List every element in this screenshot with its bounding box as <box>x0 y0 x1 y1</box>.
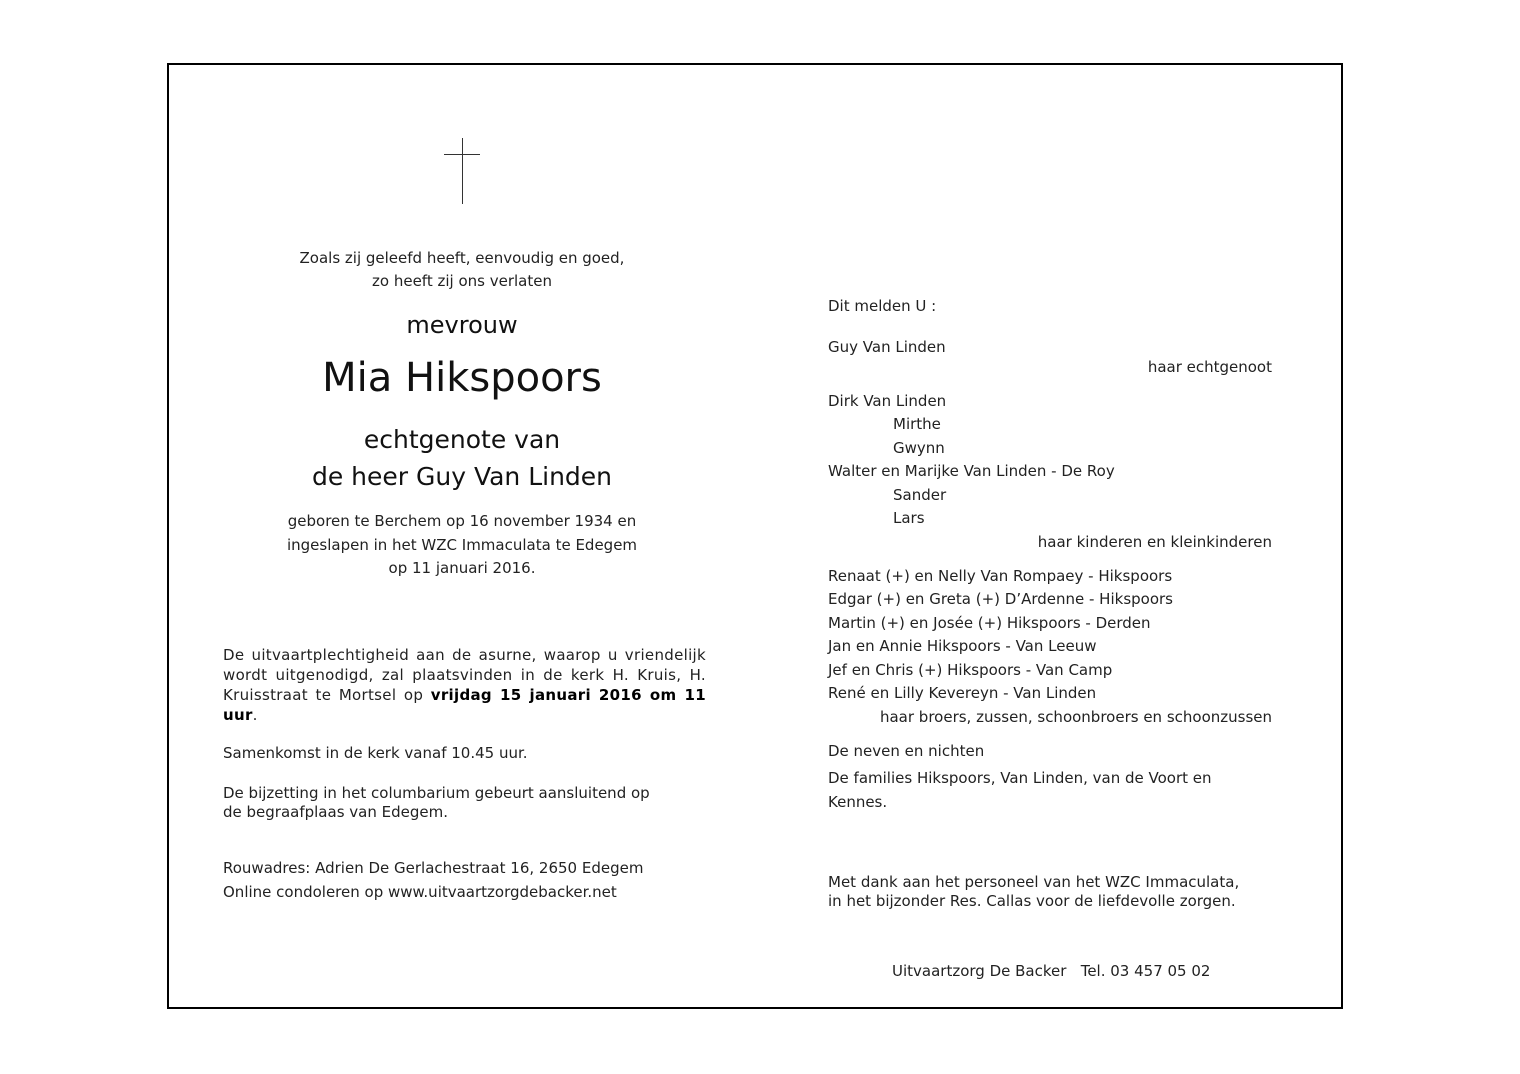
cousins-text: De neven en nichten <box>828 742 985 760</box>
sibling-4: Jan en Annie Hikspoors - Van Leeuw <box>828 637 1097 655</box>
intro-text: Dit melden U : <box>828 297 937 315</box>
interment-line-2: de begraafplaas van Edegem. <box>223 803 448 821</box>
sibling-3: Martin (+) en Josée (+) Hikspoors - Derden <box>828 614 1151 632</box>
husband-role: haar echtgenoot <box>1147 358 1272 376</box>
ceremony-date: vrijdag 15 januari 2016 om 11 uur <box>223 686 706 724</box>
motto-line-2: zo heeft zij ons verlaten <box>372 272 552 290</box>
interment-line-1: De bijzetting in het columbarium gebeurt aansluitend op <box>223 784 650 802</box>
thanks-line-2: in het bijzonder Res. Callas voor de liefdevolle zorgen. <box>828 892 1236 910</box>
grandchild-2: Gwynn <box>893 439 945 457</box>
grandchild-3: Sander <box>893 486 947 504</box>
salutation: mevrouw <box>406 311 518 339</box>
death-notice-card <box>167 63 1343 1009</box>
grandchild-1: Mirthe <box>893 415 941 433</box>
spouse-line-2: de heer Guy Van Linden <box>311 462 613 491</box>
deceased-name: Mia Hikspoors <box>322 355 602 401</box>
grandchild-4: Lars <box>893 509 925 527</box>
motto-line-1: Zoals zij geleefd heeft, eenvoudig en goed, <box>299 249 625 267</box>
ceremony-paragraph: De uitvaartplechtigheid aan de asurne, waarop u vriendelijk wordt uitgenodigd, zal plaatsvinden in de kerk H. Kruis, H. Kruisstraat te Mortsel op vrijdag 15 januari 2016 om 11 uur. <box>223 646 706 724</box>
child-1: Dirk Van Linden <box>828 392 947 410</box>
birth-line-3: op 11 januari 2016. <box>388 559 536 577</box>
families-line-2: Kennes. <box>828 793 888 811</box>
sibling-2: Edgar (+) en Greta (+) D’Ardenne - Hikspoors <box>828 590 1173 608</box>
children-role: haar kinderen en kleinkinderen <box>1037 533 1272 551</box>
sibling-5: Jef en Chris (+) Hikspoors - Van Camp <box>828 661 1113 679</box>
sibling-6: René en Lilly Kevereyn - Van Linden <box>828 684 1097 702</box>
families-line-1: De families Hikspoors, Van Linden, van de Voort en <box>828 769 1212 787</box>
address-text: Rouwadres: Adrien De Gerlachestraat 16, 2650 Edegem <box>223 859 644 877</box>
online-condolence-text: Online condoleren op www.uitvaartzorgdebacker.net <box>223 883 617 901</box>
birth-line-1: geboren te Berchem op 16 november 1934 en <box>287 512 637 530</box>
thanks-line-1: Met dank aan het personeel van het WZC Immaculata, <box>828 873 1240 891</box>
sibling-1: Renaat (+) en Nelly Van Rompaey - Hikspoors <box>828 567 1173 585</box>
siblings-role: haar broers, zussen, schoonbroers en schoonzussen <box>879 708 1272 726</box>
child-2: Walter en Marijke Van Linden - De Roy <box>828 462 1115 480</box>
spouse-line-1: echtgenote van <box>363 425 561 454</box>
undertaker-contact: Uitvaartzorg De Backer Tel. 03 457 05 02 <box>892 962 1211 980</box>
gathering-text: Samenkomst in de kerk vanaf 10.45 uur. <box>223 744 528 762</box>
birth-line-2: ingeslapen in het WZC Immaculata te Edegem <box>286 536 638 554</box>
husband-name: Guy Van Linden <box>828 338 946 356</box>
